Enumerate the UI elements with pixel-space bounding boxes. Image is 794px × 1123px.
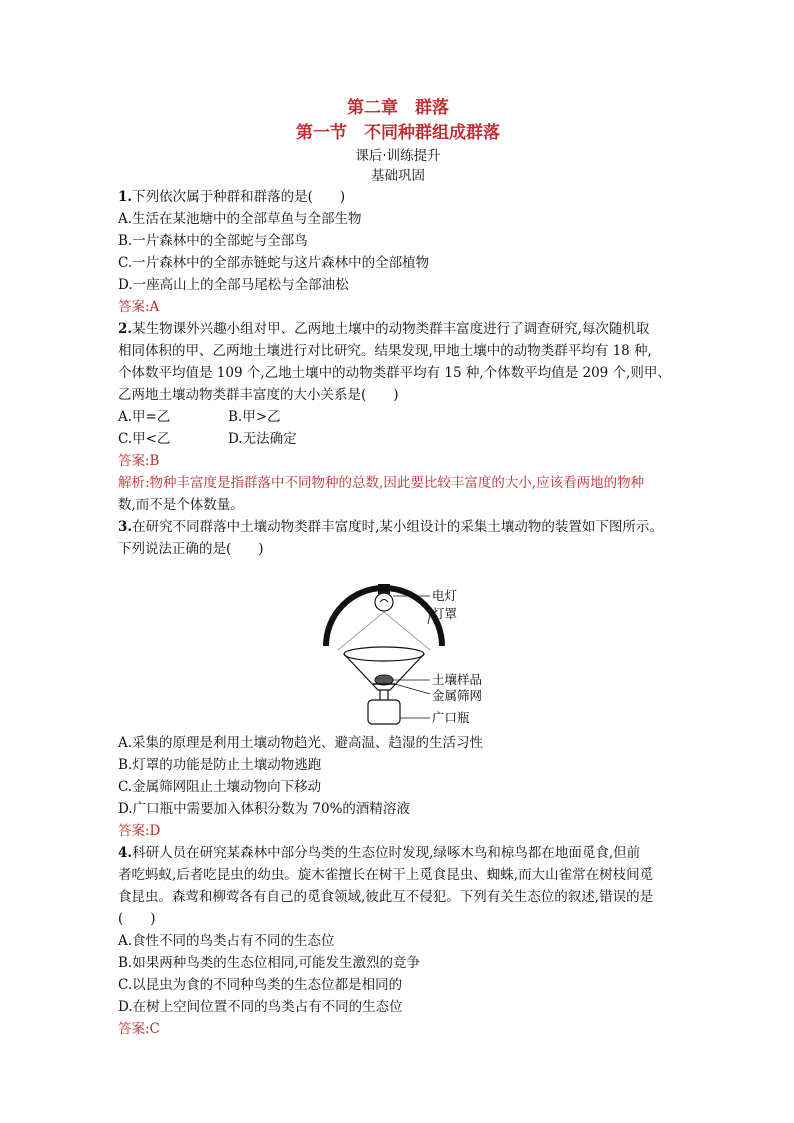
- answer: 答案:C: [118, 1021, 160, 1037]
- question-3: [118, 516, 678, 842]
- question-stem: [118, 842, 678, 864]
- document-page: [118, 96, 678, 1040]
- question-stem: [118, 186, 678, 208]
- option-b: B.如果两种鸟类的生态位相同,可能发生激烈的竞争: [118, 955, 421, 971]
- option-a: A.采集的原理是利用土壤动物趋光、避高温、趋湿的生活习性: [118, 735, 484, 751]
- option-b: B.甲>乙: [228, 409, 281, 425]
- question-1: [118, 186, 678, 318]
- apparatus-diagram: [318, 566, 488, 726]
- question-stem: [118, 318, 678, 340]
- question-text: 相同体积的甲、乙两地土壤进行对比研究。结果发现,甲地土壤中的动物类群平均有 18 种,: [118, 343, 652, 359]
- question-text: 食昆虫。森莺和柳莺各有自己的觅食领域,彼此互不侵犯。下列有关生态位的叙述,错误的是: [118, 889, 654, 905]
- question-text: 在研究不同群落中土壤动物类群丰富度时,某小组设计的采集土壤动物的装置如下图所示。: [132, 519, 663, 535]
- options-row: [118, 406, 678, 428]
- question-text: ( ): [118, 911, 156, 927]
- label-lamp: 电灯: [432, 588, 458, 603]
- berlese-funnel-figure: [118, 566, 678, 726]
- question-text: 者吃蚂蚁,后者吃昆虫的幼虫。旋木雀擅长在树干上觅食昆虫、蜘蛛,而大山雀常在树枝间觅: [118, 867, 654, 883]
- section-title: 第一节 不同种群组成群落: [296, 123, 500, 143]
- question-text: 下列依次属于种群和群落的是( ): [132, 189, 346, 205]
- question-text: 个体数平均值是 109 个,乙地土壤中的动物类群平均有 15 种,个体数平均值是 209 个,则甲、: [118, 365, 671, 381]
- option-d: D.无法确定: [228, 431, 297, 447]
- option-c: C.一片森林中的全部赤链蛇与这片森林中的全部植物: [118, 255, 430, 271]
- question-number: 1.: [118, 189, 133, 205]
- label-bottle: 广口瓶: [432, 710, 470, 725]
- question-stem: [118, 516, 678, 538]
- answer: 答案:A: [118, 299, 160, 315]
- option-a: A.生活在某池塘中的全部草鱼与全部生物: [118, 211, 362, 227]
- question-number: 3.: [118, 519, 133, 535]
- option-d: D.在树上空间位置不同的鸟类占有不同的生态位: [118, 999, 403, 1015]
- option-c: C.金属筛网阻止土壤动物向下移动: [118, 779, 322, 795]
- analysis-continued: 数,而不是个体数量。: [118, 497, 244, 513]
- question-text: 乙两地土壤动物类群丰富度的大小关系是( ): [118, 387, 399, 403]
- option-b: B.一片森林中的全部蛇与全部鸟: [118, 233, 308, 249]
- label-soil: 土壤样品: [432, 672, 483, 687]
- option-b: B.灯罩的功能是防止土壤动物逃跑: [118, 757, 322, 773]
- analysis: 解析:物种丰富度是指群落中不同物种的总数,因此要比较丰富度的大小,应该看两地的物种: [118, 475, 645, 491]
- option-c: C.甲<乙: [118, 431, 171, 447]
- bottle-shape: [368, 700, 400, 724]
- question-number: 4.: [118, 845, 133, 861]
- bulb-shape: [375, 593, 393, 611]
- question-4: [118, 842, 678, 1040]
- funnel-rim-shape: [344, 647, 424, 661]
- practice-subtitle: 课后·训练提升: [355, 148, 441, 164]
- question-2: [118, 318, 678, 516]
- chapter-title: 第二章 群落: [347, 98, 449, 118]
- answer: 答案:B: [118, 453, 160, 469]
- option-d: D.广口瓶中需要加入体积分数为 70%的酒精溶液: [118, 801, 410, 817]
- question-text: 科研人员在研究某森林中部分鸟类的生态位时发现,绿啄木鸟和椋鸟都在地面觅食,但前: [132, 845, 641, 861]
- label-shade: 灯罩: [432, 606, 458, 621]
- level-heading: 基础巩固: [371, 168, 425, 184]
- options-row: [118, 428, 678, 450]
- question-text: 某生物课外兴趣小组对甲、乙两地土壤中的动物类群丰富度进行了调查研究,每次随机取: [132, 321, 650, 337]
- option-d: D.一座高山上的全部马尾松与全部油松: [118, 277, 349, 293]
- option-a: A.甲=乙: [118, 409, 171, 425]
- label-mesh: 金属筛网: [432, 688, 483, 703]
- question-text: 下列说法正确的是( ): [118, 541, 264, 557]
- question-number: 2.: [118, 321, 133, 337]
- option-c: C.以昆虫为食的不同种鸟类的生态位都是相同的: [118, 977, 403, 993]
- answer: 答案:D: [118, 823, 161, 839]
- option-a: A.食性不同的鸟类占有不同的生态位: [118, 933, 335, 949]
